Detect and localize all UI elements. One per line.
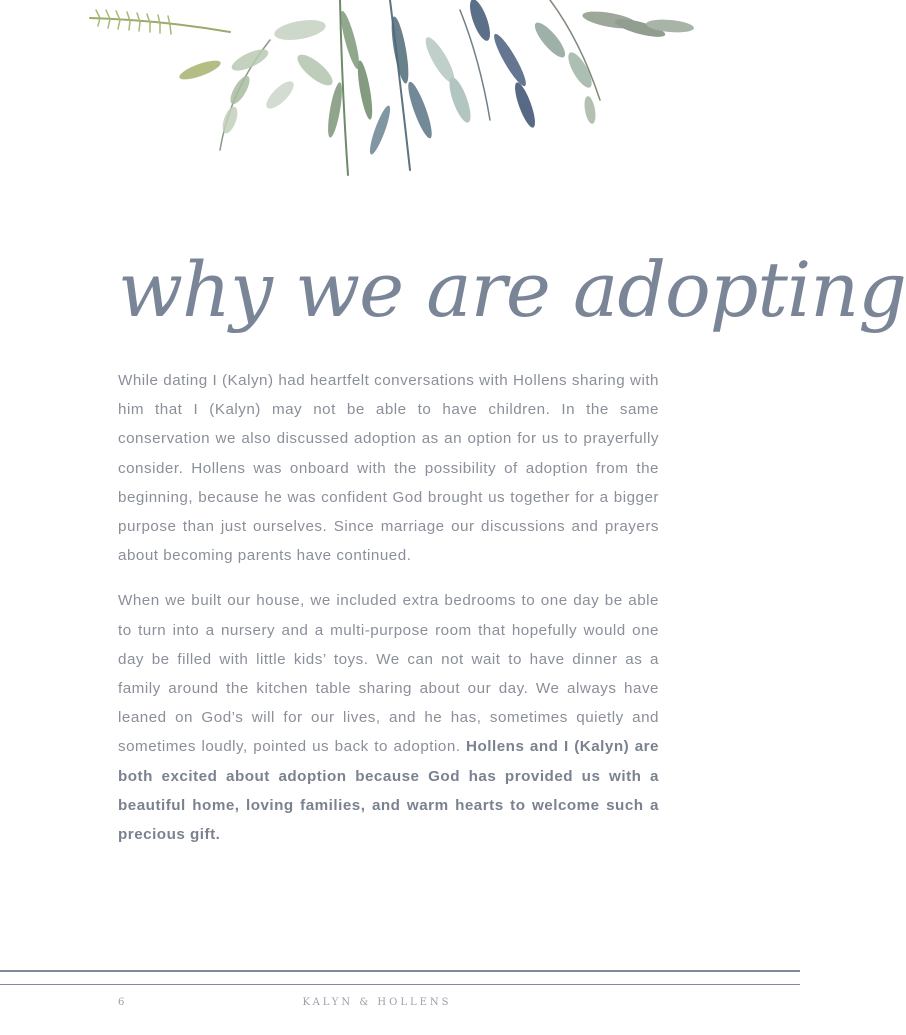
page-title: why we are adopting [118,245,906,334]
footer-rule-top [0,970,800,972]
footer-rule-bottom [0,984,800,985]
paragraph-2-bold: Hollens and I (Kalyn) are both excited about adoption because God has provided us with a beautiful home, loving families, and warm hearts to welcome such a precious gift. [118,738,660,844]
paragraph-2-regular: When we built our house, we included extra bedrooms to one day be able to turn into a nursery and a multi-purpose room that hopefully would one day be filled with little kids’ toys. We can not wait to have dinner as a family around the kitchen table sharing about our day. We always have leaned on God’s will for our lives, and he has, sometimes quietly and sometimes loudly, pointed us back to adoption. [118,592,659,756]
paragraph-1: While dating I (Kalyn) had heartfelt conversations with Hollens sharing with him that I (Kalyn) may not be able to have children. In the same conservation we also discussed adoption as an option for us to prayerfully consider. Hollens was onboard with the possibility of adoption from the beginning, because he was confident God brought us together for a bigger purpose than just ourselves. Since marriage our discussions and prayers about becoming parents have continued. [118,372,659,565]
body-text [118,366,659,865]
paragraph-2 [118,586,659,849]
footer-names: KALYN & HOLLENS [302,997,452,1008]
page-number: 6 [118,997,125,1008]
foliage-illustration [80,0,700,180]
